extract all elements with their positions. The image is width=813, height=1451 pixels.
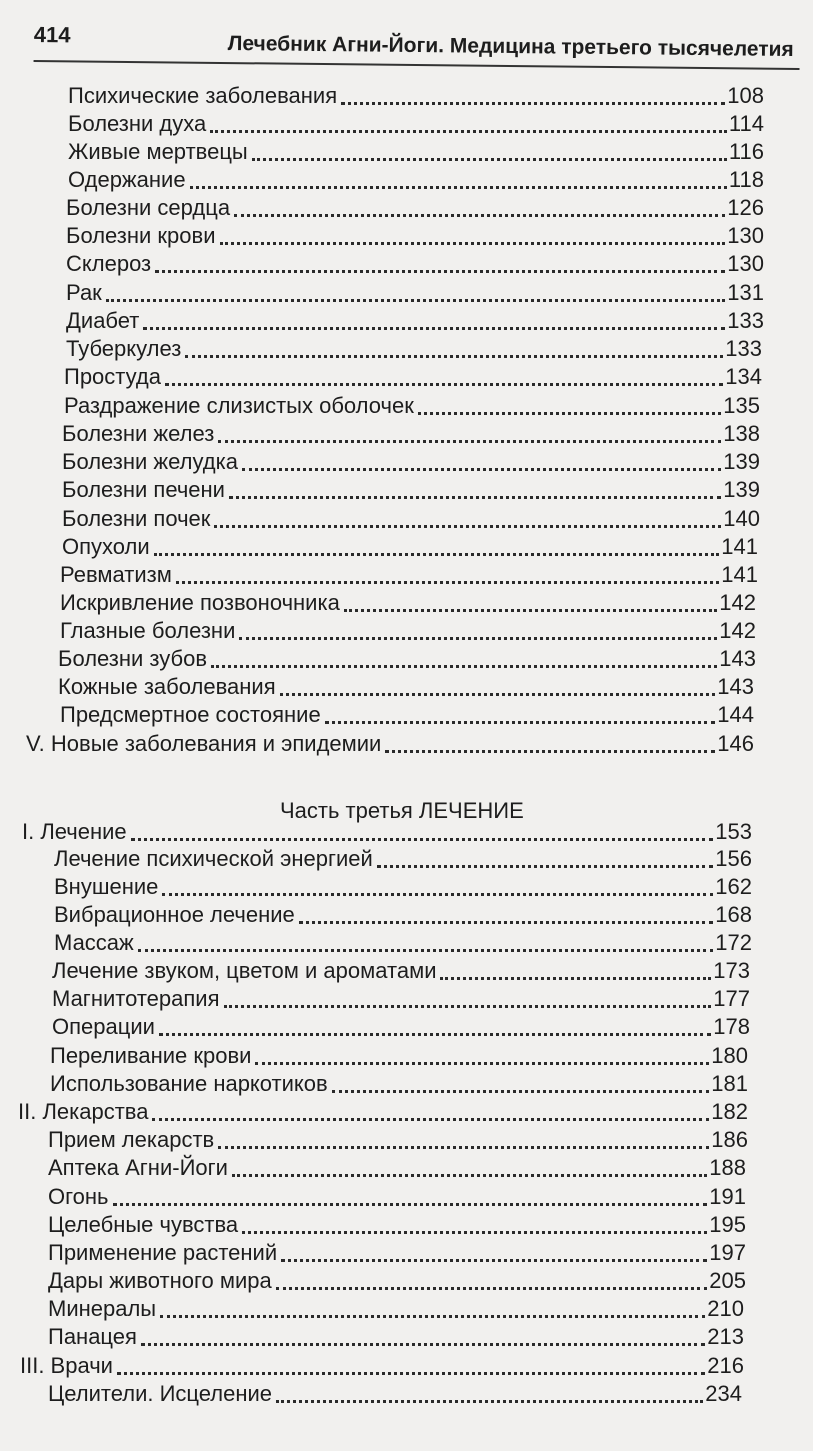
toc-entry-page: 139: [723, 477, 760, 502]
toc-entry: [48, 1237, 746, 1267]
toc-entry-title: Склероз: [66, 251, 152, 276]
toc-entry-title: Болезни сердца: [66, 195, 231, 220]
toc-leader-dots: [280, 692, 716, 696]
toc-entry: [54, 843, 752, 873]
toc-entry: [48, 1181, 746, 1211]
toc-leader-dots: [332, 1089, 710, 1093]
toc-leader-dots: [154, 552, 720, 556]
toc-entry-title: Кожные заболевания: [58, 674, 276, 699]
running-title: Лечебник Агни-Йоги. Медицина третьего тысячелетия: [227, 32, 794, 61]
toc-entry-page: 133: [725, 336, 762, 361]
toc-entry: [52, 955, 750, 985]
toc-entry-page: 182: [711, 1099, 748, 1124]
toc-leader-dots: [220, 241, 726, 245]
toc-entry-page: 191: [709, 1184, 746, 1209]
toc-leader-dots: [160, 1314, 705, 1318]
toc-leader-dots: [276, 1286, 708, 1290]
toc-entry: [54, 871, 752, 901]
toc-leader-dots: [341, 101, 725, 105]
toc-entry-page: 135: [723, 393, 760, 418]
toc-entry: [18, 1096, 748, 1126]
toc-leader-dots: [190, 185, 727, 189]
toc-entry: [62, 474, 760, 504]
toc-entry: [48, 1293, 744, 1323]
toc-entry-page: 197: [709, 1240, 746, 1265]
toc-entry-title: Магнитотерапия: [52, 986, 220, 1011]
toc-entry-title: Раздражение слизистых оболочек: [64, 393, 414, 418]
toc-leader-dots: [234, 213, 725, 217]
toc-entry-title: Операции: [52, 1014, 155, 1039]
toc-entry: [66, 192, 764, 222]
toc-leader-dots: [152, 1117, 709, 1121]
toc-entry-title: Болезни зубов: [58, 646, 208, 671]
toc-leader-dots: [242, 1230, 707, 1234]
toc-entry: [68, 80, 764, 110]
toc-entry-title: Болезни печени: [62, 477, 225, 502]
toc-entry-title: II. Лекарства: [18, 1099, 149, 1124]
toc-leader-dots: [214, 524, 721, 528]
toc-entry-title: Вибрационное лечение: [54, 902, 295, 927]
toc-entry: [48, 1265, 746, 1295]
toc-entry: [58, 643, 756, 673]
toc-entry: [50, 1068, 748, 1098]
toc-entry-page: 131: [727, 280, 764, 305]
toc-leader-dots: [159, 1032, 711, 1036]
toc-leader-dots: [252, 157, 727, 161]
toc-entry-title: Панацея: [48, 1324, 137, 1349]
toc-leader-dots: [377, 864, 713, 868]
toc-entry: [66, 277, 764, 307]
toc-entry-page: 162: [715, 874, 752, 899]
header-rule: [34, 60, 800, 70]
toc-entry-page: 234: [705, 1381, 742, 1406]
toc-entry-page: 216: [707, 1353, 744, 1378]
toc-entry: [48, 1124, 748, 1154]
toc-leader-dots: [299, 920, 714, 924]
toc-entry-page: 118: [728, 167, 764, 192]
toc-leader-dots: [218, 439, 721, 443]
toc-leader-dots: [218, 1145, 709, 1149]
toc-entry-page: 195: [709, 1212, 746, 1237]
toc-entry: [60, 587, 756, 617]
toc-entry-title: Болезни духа: [68, 111, 207, 136]
toc-leader-dots: [224, 1004, 712, 1008]
toc-entry-title: Живые мертвецы: [68, 139, 248, 164]
toc-entry: [26, 728, 754, 758]
toc-leader-dots: [165, 382, 723, 386]
toc-leader-dots: [162, 892, 713, 896]
toc-leader-dots: [276, 1399, 703, 1403]
toc-entry: [62, 418, 760, 448]
toc-leader-dots: [141, 1342, 705, 1346]
toc-entry-title: Прием лекарств: [48, 1127, 215, 1152]
toc-leader-dots: [242, 467, 721, 471]
toc-entry-page: 116: [728, 139, 764, 164]
toc-entry: [68, 108, 764, 138]
toc-entry-page: 205: [709, 1268, 746, 1293]
toc-entry-title: Применение растений: [48, 1240, 278, 1265]
part-heading: Часть третья ЛЕЧЕНИЕ: [280, 798, 524, 823]
toc-entry: [48, 1209, 746, 1239]
toc-entry: [48, 1321, 744, 1351]
toc-entry-page: 156: [715, 846, 752, 871]
toc-entry-title: III. Врачи: [20, 1353, 113, 1378]
page-number: 414: [33, 21, 71, 48]
toc-entry-page: 146: [717, 731, 754, 756]
toc-entry-page: 144: [717, 702, 754, 727]
toc-entry: [58, 671, 754, 701]
toc-entry-title: Целебные чувства: [48, 1212, 239, 1237]
toc-entry-title: Простуда: [64, 364, 161, 389]
toc-entry-title: Болезни желудка: [62, 449, 238, 474]
toc-leader-dots: [418, 411, 721, 415]
toc-entry: [68, 136, 764, 166]
toc-leader-dots: [131, 837, 714, 841]
toc-entry-page: 210: [707, 1296, 744, 1321]
toc-entry-title: Одержание: [68, 167, 186, 192]
toc-entry-page: 133: [727, 308, 764, 333]
toc-entry: [66, 333, 762, 363]
toc-entry-title: Переливание крови: [50, 1043, 252, 1068]
toc-leader-dots: [210, 129, 727, 133]
toc-entry-page: 142: [719, 618, 756, 643]
toc-entry: [62, 446, 760, 476]
toc-leader-dots: [143, 326, 725, 330]
toc-entry-title: Лечение звуком, цветом и ароматами: [52, 958, 437, 983]
toc-entry-title: I. Лечение: [22, 819, 127, 844]
toc-entry-title: Использование наркотиков: [50, 1071, 328, 1096]
toc-leader-dots: [229, 495, 721, 499]
toc-entry-page: 130: [727, 223, 764, 248]
toc-entry-page: 140: [723, 506, 760, 531]
toc-entry-page: 168: [715, 902, 752, 927]
toc-entry-title: Болезни крови: [66, 223, 216, 248]
toc-entry-page: 134: [725, 364, 762, 389]
toc-leader-dots: [255, 1061, 709, 1065]
toc-entry-page: 181: [711, 1071, 748, 1096]
toc-entry-page: 142: [719, 590, 756, 615]
toc-entry: [54, 899, 752, 929]
toc-leader-dots: [138, 948, 714, 952]
toc-entry-page: 141: [721, 534, 758, 559]
toc-entry: [54, 927, 752, 957]
toc-entry-title: Опухоли: [62, 534, 150, 559]
toc-entry-title: Лечение психической энергией: [54, 846, 373, 871]
toc-entry-title: Глазные болезни: [60, 618, 236, 643]
toc-entry-title: Массаж: [54, 930, 134, 955]
toc-entry-title: Болезни почек: [62, 506, 211, 531]
toc-entry: [20, 1350, 744, 1380]
toc-entry-title: Огонь: [48, 1184, 109, 1209]
toc-entry-page: 153: [715, 819, 752, 844]
toc-leader-dots: [440, 976, 711, 980]
toc-entry: [68, 164, 764, 194]
toc-entry-title: Целители. Исцеление: [48, 1381, 273, 1406]
toc-entry-page: 138: [723, 421, 760, 446]
toc-entry-title: Дары животного мира: [48, 1268, 272, 1293]
toc-leader-dots: [117, 1371, 705, 1375]
toc-leader-dots: [239, 636, 717, 640]
toc-leader-dots: [155, 269, 725, 273]
toc-entry: [48, 1152, 746, 1182]
toc-entry: [66, 248, 764, 278]
toc-entry-title: Рак: [66, 280, 102, 305]
toc-entry: [66, 305, 764, 335]
toc-entry-title: Искривление позвоночника: [60, 590, 340, 615]
toc-entry-title: V. Новые заболевания и эпидемии: [26, 731, 382, 756]
toc-entry-page: 186: [711, 1127, 748, 1152]
toc-entry-title: Болезни желез: [62, 421, 215, 446]
toc-entry: [60, 559, 758, 589]
toc-entry-page: 188: [709, 1155, 746, 1180]
toc-entry-page: 114: [728, 111, 764, 136]
toc-leader-dots: [113, 1202, 708, 1206]
toc-entry-page: 177: [713, 986, 750, 1011]
toc-entry-title: Минералы: [48, 1296, 157, 1321]
toc-entry: [66, 220, 764, 250]
toc-entry-page: 172: [715, 930, 752, 955]
toc-entry: [62, 531, 758, 561]
toc-entry-page: 143: [717, 674, 754, 699]
toc-leader-dots: [211, 664, 717, 668]
toc-entry: [60, 615, 756, 645]
toc-leader-dots: [344, 608, 717, 612]
toc-leader-dots: [281, 1258, 707, 1262]
toc-entry-page: 178: [713, 1014, 750, 1039]
toc-entry-page: 139: [723, 449, 760, 474]
toc-entry-title: Внушение: [54, 874, 159, 899]
toc-leader-dots: [176, 580, 719, 584]
page-header: [33, 18, 794, 78]
toc-entry: [52, 983, 750, 1013]
toc-entry-page: 141: [721, 562, 758, 587]
toc-entry-title: Туберкулез: [66, 336, 182, 361]
toc-entry-page: 108: [727, 83, 764, 108]
toc-entry: [50, 1040, 748, 1070]
toc-leader-dots: [385, 749, 715, 753]
toc-leader-dots: [185, 354, 723, 358]
toc-leader-dots: [106, 298, 725, 302]
toc-entry-title: Аптека Агни-Йоги: [48, 1155, 228, 1180]
toc-entry-page: 126: [727, 195, 764, 220]
toc-entry: [64, 390, 760, 420]
toc-entry: [48, 1378, 742, 1408]
toc-entry: [64, 361, 762, 391]
toc-entry-page: 213: [707, 1324, 744, 1349]
toc-entry-page: 143: [719, 646, 756, 671]
toc-entry: [52, 1011, 750, 1041]
toc-entry-title: Ревматизм: [60, 562, 172, 587]
toc-entry-page: 180: [711, 1043, 748, 1068]
toc-entry-page: 130: [727, 251, 764, 276]
toc-entry-page: 173: [713, 958, 750, 983]
toc-entry-title: Предсмертное состояние: [60, 702, 321, 727]
toc-entry: [62, 503, 760, 533]
toc-entry-title: Диабет: [66, 308, 140, 333]
toc-leader-dots: [232, 1173, 707, 1177]
toc-leader-dots: [325, 720, 716, 724]
toc-entry: [60, 699, 754, 729]
toc-entry-title: Психические заболевания: [68, 83, 338, 108]
